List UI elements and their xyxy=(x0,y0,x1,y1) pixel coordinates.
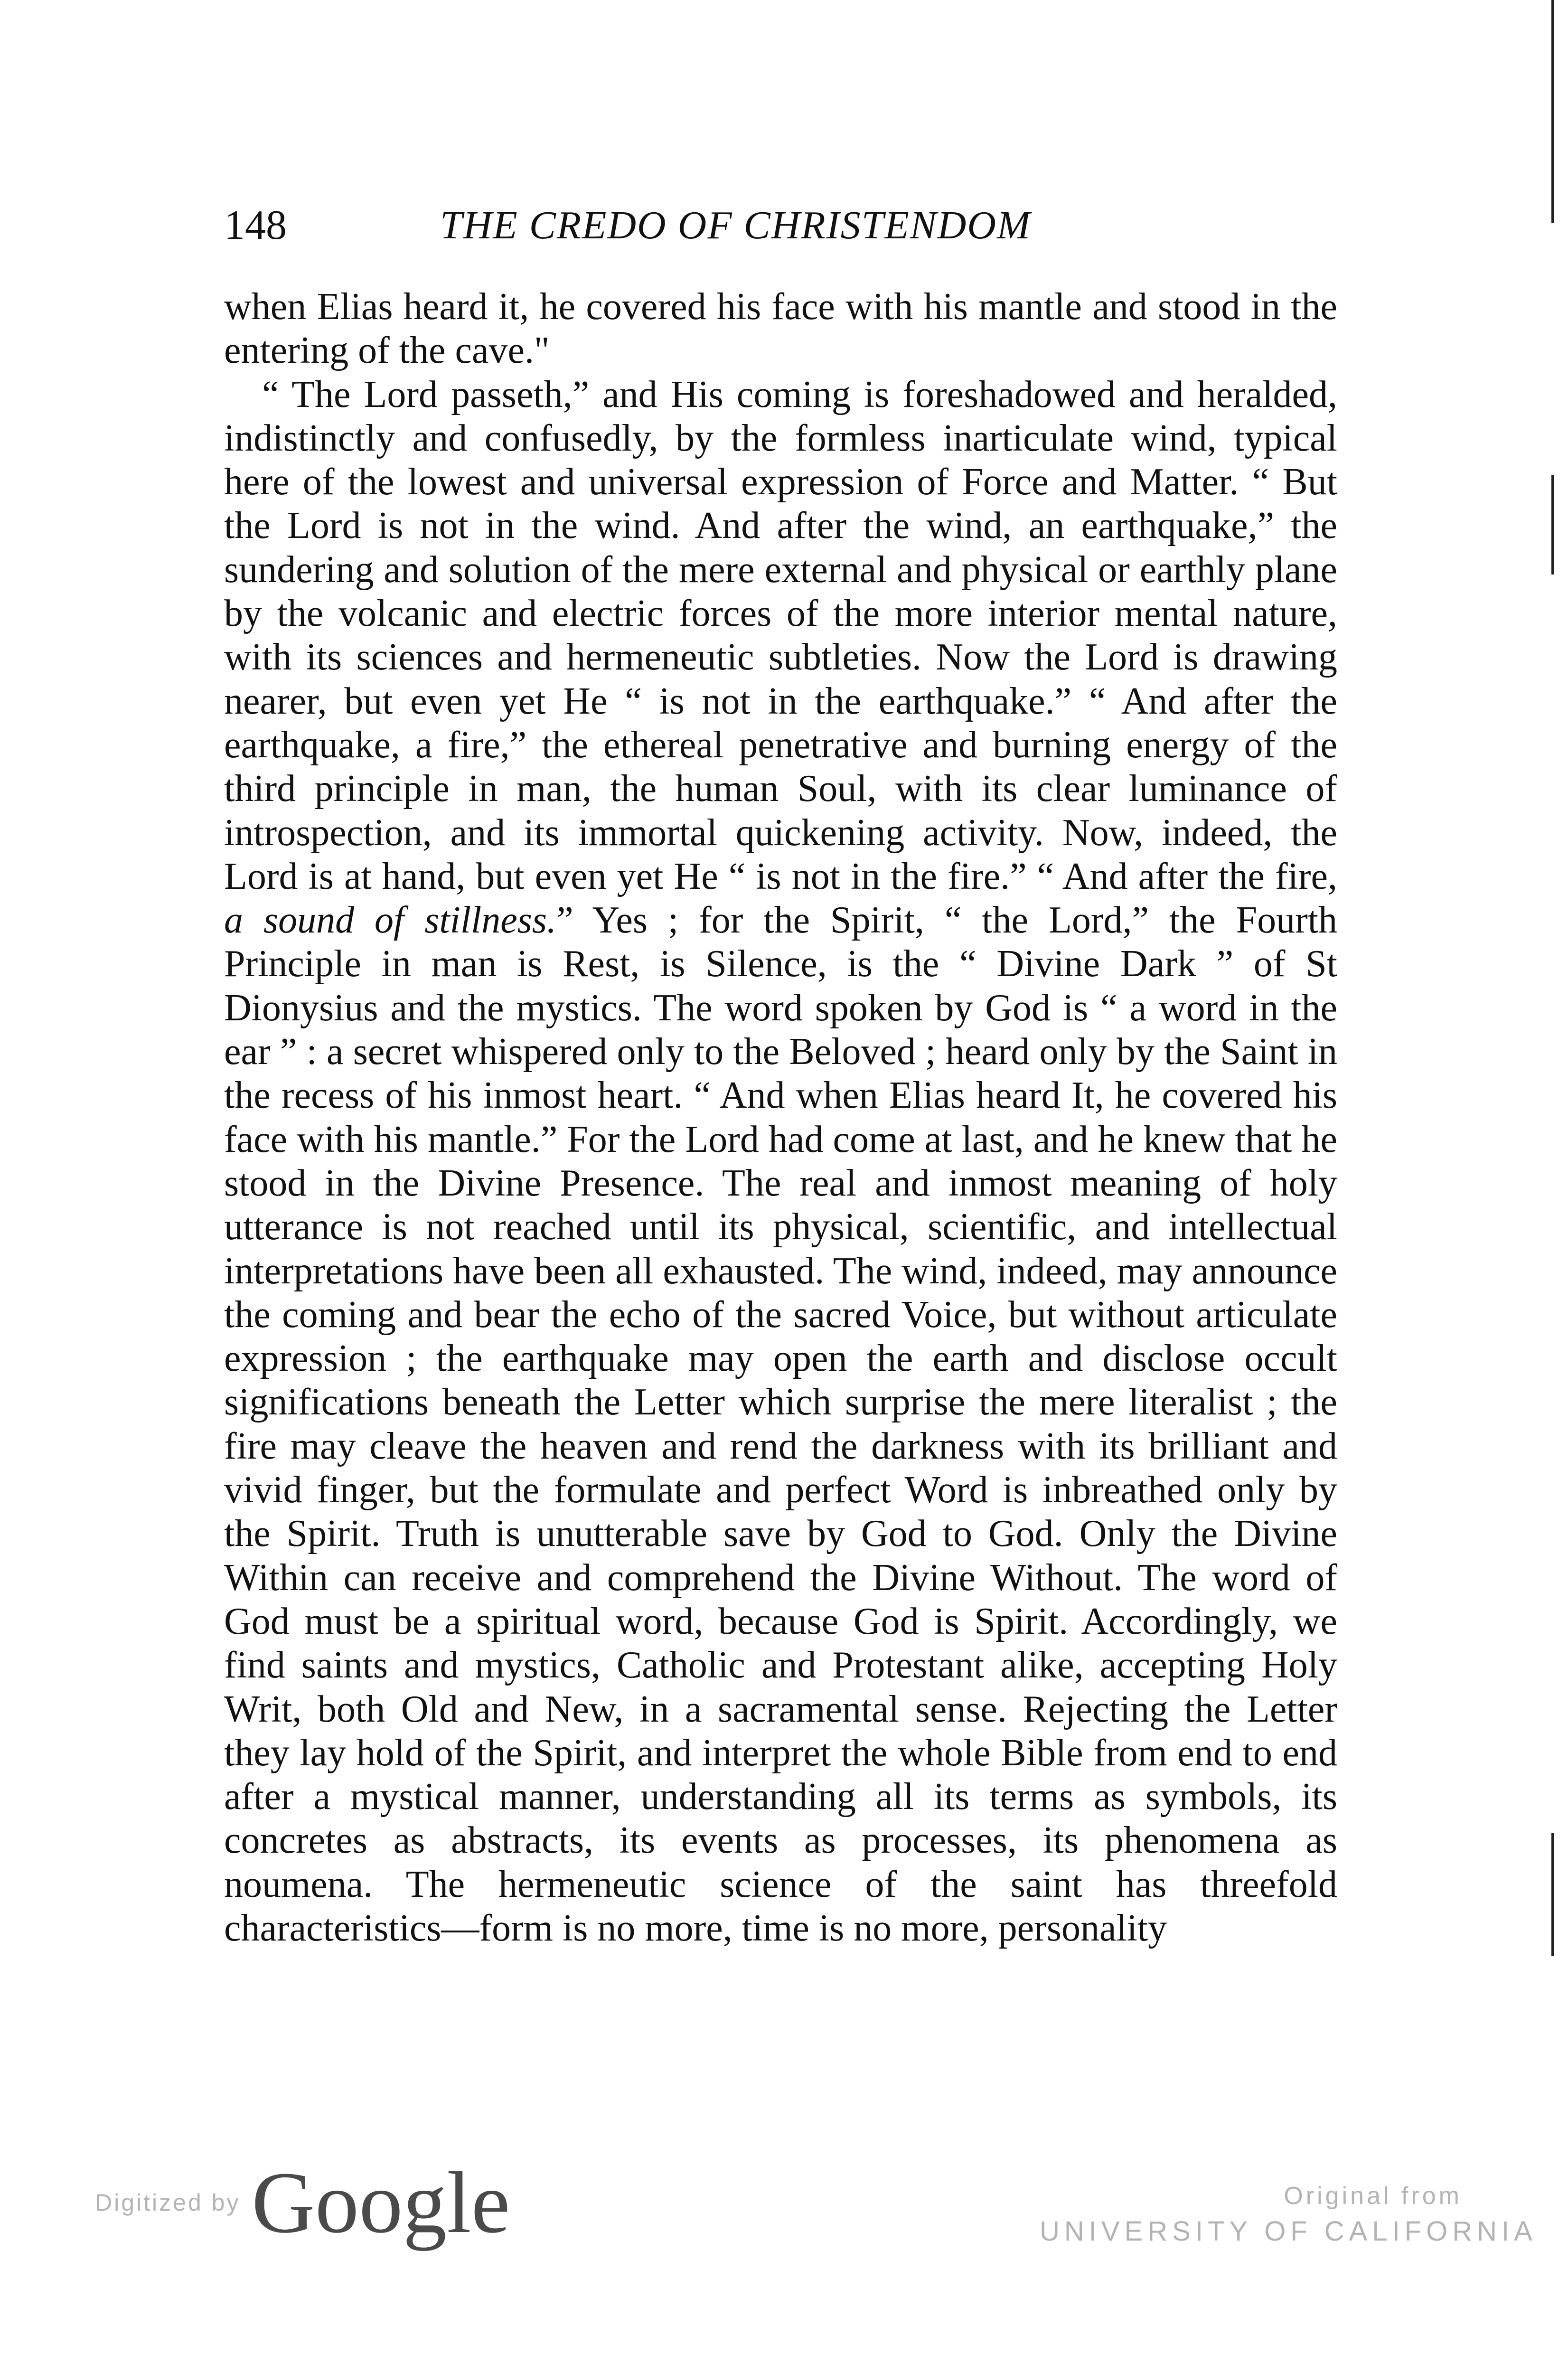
scan-edge-line-top xyxy=(1551,0,1554,223)
paragraph-main xyxy=(224,373,1337,1950)
original-from-label: Original from xyxy=(1284,2182,1462,2210)
body-text xyxy=(224,285,1337,1950)
running-head xyxy=(224,199,1337,252)
paragraph-main-part-2: ” Yes ; for the Spirit, “ the Lord,” the Fourth Principle in man is Rest, is Silence, is the “ Divine Dark ” of St Dionysius and the mystics. The word spoken by God is “ a word in the ear ” : a secret whispered only to the Beloved ; heard only by the Saint in the recess of his inmost heart. “ And when Elias heard It, he covered his face with his mantle.” For the Lord had come at last, and he knew that he stood in the Divine Presence. The real and inmost meaning of holy utterance is not reached until its physical, scientific, and intellectual interpretations have been all exhausted. The wind, indeed, may announce the coming and bear the echo of the sacred Voice, but without articulate expression ; the earthquake may open the earth and disclose occult significations beneath the Letter which surprise the mere literalist ; the fire may cleave the heaven and rend the darkness with its brilliant and vivid finger, but the formulate and perfect Word is inbreathed only by the Spirit. Truth is unutterable save by God to God. Only the Divine Within can receive and comprehend the Divine Without. The word of God must be a spiritual word, because God is Spirit. Accordingly, we find saints and mystics, Catholic and Protestant alike, accepting Holy Writ, both Old and New, in a sacramental sense. Rejecting the Letter they lay hold of the Spirit, and interpret the whole Bible from end to end after a mystical manner, understanding all its terms as symbols, its concretes as abstracts, its events as processes, its phenomena as noumena. The hermeneutic science of the saint has threefold characteristics—form is no more, time is no more, personality xyxy=(224,899,1338,1949)
page-number: 148 xyxy=(224,202,287,248)
scan-edge-line-middle xyxy=(1551,475,1554,575)
scan-edge-line-bottom xyxy=(1551,1833,1554,1956)
digitized-by-label: Digitized by xyxy=(95,2189,241,2216)
running-title: THE CREDO OF CHRISTENDOM xyxy=(440,203,1031,247)
italic-phrase: a sound of stillness. xyxy=(224,899,557,942)
google-logo: Google xyxy=(252,2154,510,2252)
source-watermark xyxy=(1040,2179,1537,2251)
source-library-label: UNIVERSITY OF CALIFORNIA xyxy=(1040,2216,1537,2247)
paragraph-main-part-1: “ The Lord passeth,” and His coming is foreshadowed and heralded, indistinctly and confusedly, by the formless inarticulate wind, typical here of the lowest and universal expression of Force and Matter. “ But the Lord is not in the wind. And after the wind, an earthquake,” the sundering and solution of the mere external and physical or earthly plane by the volcanic and electric forces of the more interior mental nature, with its sciences and hermeneutic subtleties. Now the Lord is drawing nearer, but even yet He “ is not in the earthquake.” “ And after the earthquake, a fire,” the ethereal penetrative and burning energy of the third principle in man, the human Soul, with its clear luminance of introspection, and its immortal quickening activity. Now, indeed, the Lord is at hand, but even yet He “ is not in the fire.” “ And after the fire, xyxy=(224,373,1337,897)
paragraph-continuation: when Elias heard it, he covered his face with his mantle and stood in the entering of the cave." xyxy=(224,286,1337,372)
